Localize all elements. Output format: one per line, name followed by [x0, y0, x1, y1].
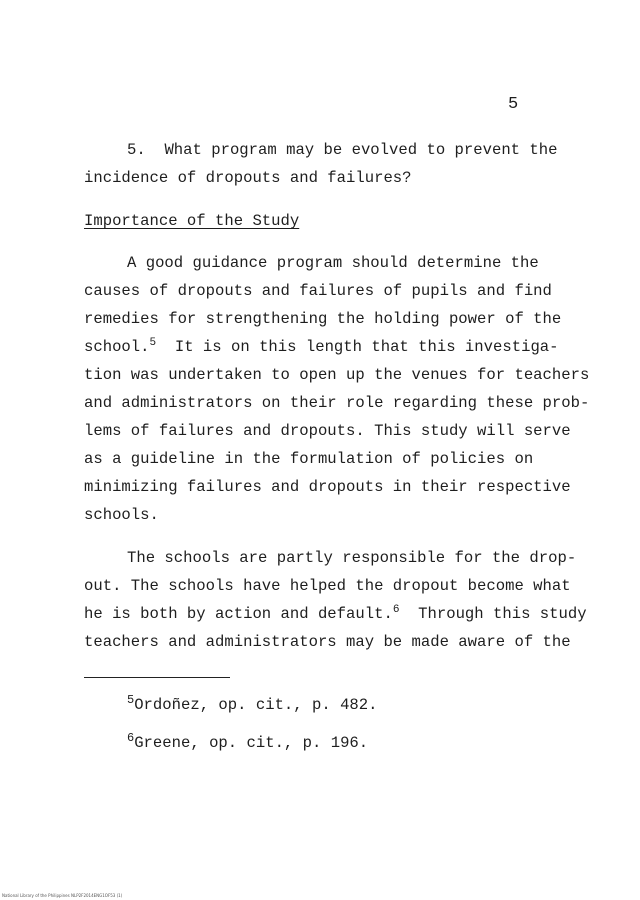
body-line: as a guideline in the formulation of policies on: [84, 450, 534, 468]
body-line: tion was undertaken to open up the venues for teachers: [84, 366, 590, 384]
body-line: minimizing failures and dropouts in their respective: [84, 478, 571, 496]
footnote-ref: 6: [392, 604, 400, 616]
footnote-ref: 5: [149, 337, 157, 349]
archive-footer: National Library of the Philippines NLP2F2014ENG1OF53 (1): [2, 893, 123, 898]
line-text: he is both by action and default.: [84, 605, 393, 623]
body-line: lems of failures and dropouts. This study will serve: [84, 422, 571, 440]
footnote: [127, 693, 378, 714]
footnote-marker: 6: [127, 731, 135, 745]
line-text: It is on this length that this investiga-: [174, 338, 559, 356]
line-text: school.: [84, 338, 150, 356]
body-line: The schools are partly responsible for the drop-: [127, 549, 577, 567]
body-line: causes of dropouts and failures of pupils and find: [84, 282, 552, 300]
item-text: What program may be evolved to prevent the: [164, 141, 558, 159]
body-line: and administrators on their role regarding these prob-: [84, 394, 590, 412]
body-line: schools.: [84, 506, 159, 524]
footnote-marker: 5: [127, 693, 135, 707]
page-number: 5: [508, 95, 519, 114]
body-line: [84, 604, 587, 624]
body-line: teachers and administrators may be made aware of the: [84, 633, 571, 651]
footnote-text: Ordoñez, op. cit., p. 482.: [134, 696, 378, 714]
body-line: incidence of dropouts and failures?: [84, 169, 412, 187]
body-line: out. The schools have helped the dropout become what: [84, 577, 571, 595]
footnote-rule: [84, 677, 230, 678]
body-line: A good guidance program should determine the: [127, 254, 539, 272]
footnote: [127, 731, 369, 752]
line-text: Through this study: [418, 605, 587, 623]
body-line: [127, 140, 557, 160]
section-heading: Importance of the Study: [84, 212, 300, 230]
body-line: [84, 337, 559, 357]
footnote-text: Greene, op. cit., p. 196.: [134, 734, 369, 752]
item-number: 5.: [127, 141, 146, 159]
body-line: remedies for strengthening the holding power of the: [84, 310, 562, 328]
